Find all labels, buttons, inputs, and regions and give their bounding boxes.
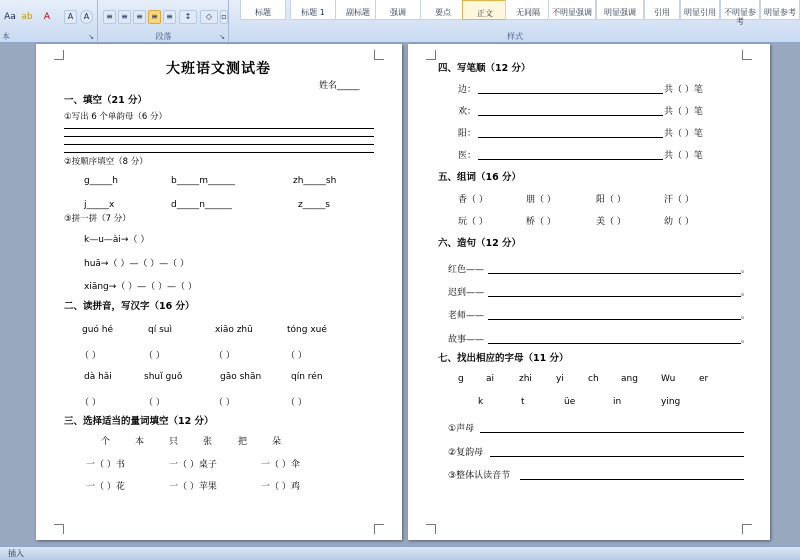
section-3-heading: 三、选择适当的量词填空（12 分） [64,416,214,427]
sequence-blank: z_____s [298,200,330,210]
stroke-char-label: 阳： [458,129,477,139]
stroke-char-label: 欢： [458,107,477,117]
margin-corner-mark [374,50,384,60]
answer-parentheses: （ ） [214,398,235,408]
fill-blank: 一（ ）鸡 [261,482,300,492]
highlight-color-button[interactable] [20,10,34,24]
category-line [520,479,744,480]
section-1-heading: 一、填空（21 分） [64,95,148,106]
category-label: ①声母 [448,424,475,434]
justify-icon[interactable]: ≡ [148,10,161,24]
answer-line [64,136,374,137]
fill-blank: 一（ ）苹果 [169,482,217,492]
word-blank: 阳（ ） [596,195,626,205]
sequence-blank: j_____x [84,200,115,210]
sentence-end: 。 [741,265,751,275]
sentence-line [488,273,741,274]
sequence-blank: d_____n______ [171,200,232,210]
margin-corner-mark [742,50,752,60]
section-5-heading: 五、组词（16 分） [438,172,522,183]
letter-item: ch [588,374,599,384]
pinyin-word: qí suì [148,325,172,335]
measure-word: 把 [238,437,248,447]
sentence-line [488,343,741,344]
status-bar [0,546,800,560]
insert-mode-indicator[interactable]: 插入 [8,549,24,558]
name-field-label: 姓名_____ [319,81,360,91]
word-blank: 幼（ ） [664,217,694,227]
style-label: 标题 1 [301,8,325,17]
word-blank: 桥（ ） [526,217,556,227]
sequence-blank: b_____m______ [171,176,235,186]
pinyin-word: gāo shān [220,372,262,382]
section-4-heading: 四、写笔顺（12 分） [438,63,531,74]
style-intense-reference[interactable] [760,0,800,20]
measure-word: 张 [203,437,213,447]
enclose-label: A [83,12,90,21]
style-label: 明显引用 [684,8,716,17]
font-group [0,0,98,43]
align-center-icon[interactable]: ≡ [118,10,131,24]
question-2-label: ②按顺序填空（8 分） [64,157,148,167]
measure-word: 只 [169,437,179,447]
font-color-label: A [43,12,51,22]
answer-parentheses: （ ） [214,351,235,361]
font-dialog-launcher-icon[interactable]: ↘ [88,33,94,41]
font-color-button[interactable] [40,10,54,24]
style-intense-quote[interactable] [680,0,720,20]
answer-parentheses: （ ） [286,351,307,361]
change-case-button[interactable] [3,10,17,24]
style-label: 要点 [435,8,451,17]
sequence-blank: zh_____sh [293,176,337,186]
paragraph-group-label: 段落 [155,32,172,41]
answer-line [64,128,374,129]
style-label: 正文 [477,9,493,18]
stroke-order-line [478,159,663,160]
stroke-order-line [478,137,663,138]
style-label: 强调 [390,8,406,17]
letter-item: in [613,397,622,407]
answer-parentheses: （ ） [80,398,101,408]
stroke-char-label: 医： [458,151,477,161]
letter-item: k [478,397,484,407]
fill-blank: 一（ ）桌子 [169,460,217,470]
style-label: 副标题 [346,8,370,17]
page-2[interactable] [408,44,770,540]
pinyin-word: tóng xué [287,325,327,335]
category-label: ②复韵母 [448,448,484,458]
font-group-label: 本 [2,32,10,41]
word-blank: 美（ ） [596,217,626,227]
measure-word: 本 [135,437,145,447]
section-2-heading: 二、读拼音，写汉字（16 分） [64,301,195,312]
ribbon [0,0,800,43]
word-blank: 玩（ ） [458,217,488,227]
pinyin-word: xiāo zhū [215,325,253,335]
page-1[interactable] [36,44,402,540]
letter-item: zhi [519,374,532,384]
stroke-char-label: 边： [458,85,477,95]
align-right-icon[interactable]: ≡ [133,10,146,24]
character-shading-button[interactable] [64,10,77,24]
style-emphasis[interactable] [375,0,421,20]
question-3-label: ③拼一拼（7 分） [64,214,131,224]
pinyin-item: huā→（ ）—（ ）—（ ） [84,259,190,269]
sentence-prompt: 老师—— [448,311,485,321]
borders-icon[interactable]: ▫ [220,10,228,24]
sentence-prompt: 迟到—— [448,288,485,298]
sentence-prompt: 红色—— [448,265,485,275]
style-quote[interactable] [644,0,680,20]
stroke-order-line [478,93,663,94]
page-title: 大班语文测试卷 [166,61,271,77]
distributed-icon[interactable]: ≡ [163,10,176,24]
fill-blank: 一（ ）伞 [261,460,300,470]
style-subtle-emphasis[interactable] [548,0,596,20]
margin-corner-mark [374,524,384,534]
category-line [480,432,744,433]
line-spacing-icon[interactable]: ↕ [179,10,197,24]
answer-line [64,144,374,145]
paragraph-group [99,0,229,43]
answer-parentheses: （ ） [80,351,101,361]
word-blank: 朋（ ） [526,195,556,205]
pinyin-item: xiāng→（ ）—（ ）—（ ） [84,282,197,292]
style-label: 标题 [255,8,271,17]
stroke-count: 共（ ）笔 [664,151,703,161]
sequence-blank: g_____h [84,176,118,186]
pinyin-word: guó hé [82,325,114,335]
pinyin-word: qín rén [291,372,323,382]
letter-item: yi [556,374,564,384]
change-case-label: Aa [4,12,16,22]
letter-item: ying [661,397,681,407]
answer-parentheses: （ ） [144,351,165,361]
sentence-end: 。 [741,335,751,345]
style-label: 无间隔 [516,8,540,17]
sentence-end: 。 [741,288,751,298]
style-heading1[interactable] [290,0,336,20]
style-label: 不明显强调 [552,8,592,17]
style-strong[interactable] [420,0,466,20]
margin-corner-mark [426,50,436,60]
style-label: 明显强调 [604,8,636,17]
shading-label: A [67,12,74,21]
answer-line [64,152,374,153]
styles-gallery [230,0,800,28]
pinyin-word: dà hǎi [84,372,112,382]
stroke-count: 共（ ）笔 [664,129,703,139]
letter-item: t [521,397,525,407]
style-label: 不明显参考 [724,8,756,26]
section-6-heading: 六、造句（12 分） [438,238,522,249]
letter-item: üe [564,397,576,407]
style-intense-emphasis[interactable] [596,0,644,20]
question-1-label: ①写出 6 个单韵母（6 分） [64,112,168,122]
letter-item: er [699,374,709,384]
section-7-heading: 七、找出相应的字母（11 分） [438,353,569,364]
style-title[interactable] [240,0,286,20]
style-subtle-reference[interactable] [720,0,760,26]
styles-group [230,0,800,43]
measure-word: 个 [101,437,111,447]
shading-icon[interactable]: ◇ [200,10,218,24]
category-label: ③整体认读音节 [448,471,511,481]
highlight-label: ab [21,12,33,22]
answer-parentheses: （ ） [144,398,165,408]
sentence-prompt: 故事—— [448,335,485,345]
word-blank: 香（ ） [458,195,488,205]
document-workspace [0,44,800,544]
margin-corner-mark [54,524,64,534]
sentence-line [488,319,741,320]
fill-blank: 一（ ）花 [86,482,125,492]
pinyin-item: k—u—ài→（ ） [84,235,150,245]
margin-corner-mark [426,524,436,534]
margin-corner-mark [742,524,752,534]
align-left-icon[interactable]: ≡ [103,10,116,24]
style-no-spacing[interactable] [505,0,551,20]
style-normal[interactable] [462,0,508,20]
style-label: 明显参考 [764,8,796,17]
stroke-count: 共（ ）笔 [664,85,703,95]
category-line [490,456,744,457]
enclose-characters-button[interactable] [80,10,93,24]
answer-parentheses: （ ） [286,398,307,408]
letter-item: ang [621,374,638,384]
styles-group-label: 样式 [507,32,523,41]
letter-item: Wu [661,374,676,384]
margin-corner-mark [54,50,64,60]
word-blank: 汗（ ） [664,195,694,205]
stroke-count: 共（ ）笔 [664,107,703,117]
sentence-end: 。 [741,311,751,321]
stroke-order-line [478,115,663,116]
letter-item: ai [486,374,495,384]
paragraph-dialog-launcher-icon[interactable]: ↘ [219,33,225,41]
pinyin-word: shuǐ guǒ [144,372,183,382]
fill-blank: 一（ ）书 [86,460,125,470]
sentence-line [488,296,741,297]
letter-item: g [458,374,464,384]
measure-word: 朵 [272,437,282,447]
style-label: 引用 [654,8,670,17]
